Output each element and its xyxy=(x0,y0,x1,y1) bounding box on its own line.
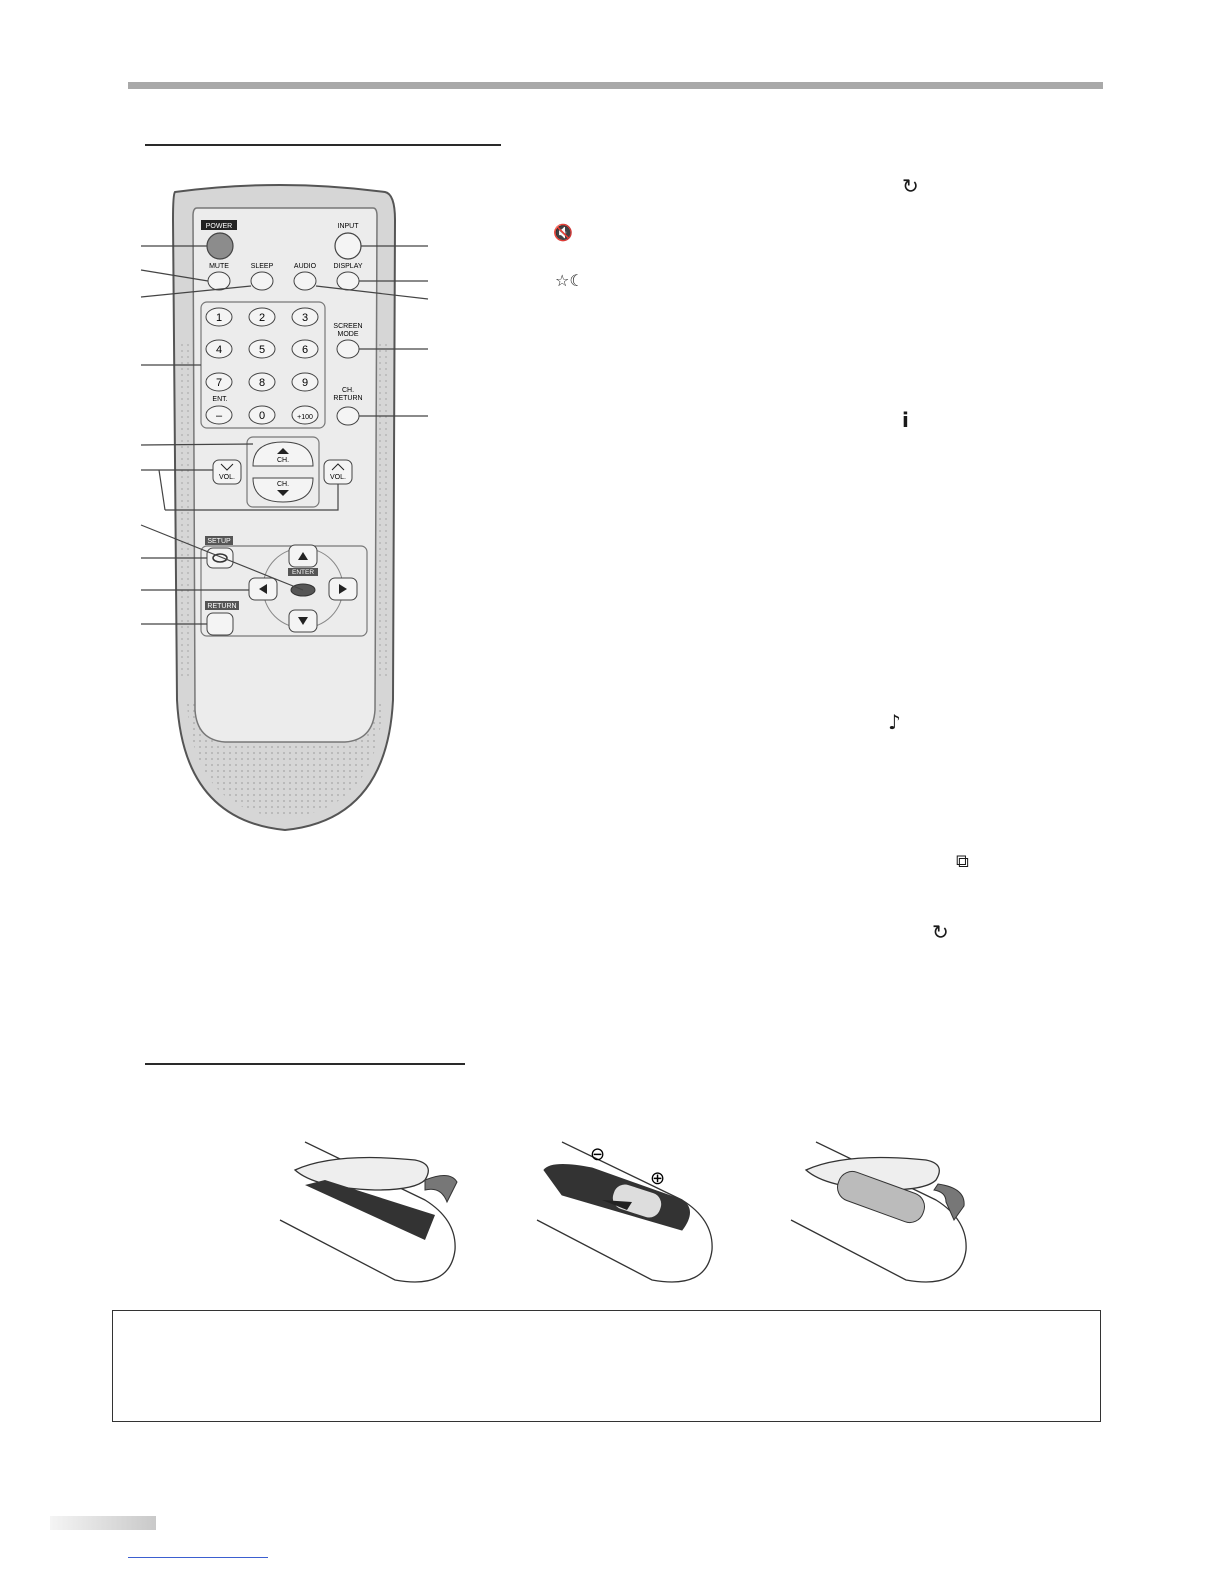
mute-button[interactable] xyxy=(208,272,230,290)
enter-label: ENTER xyxy=(291,569,315,576)
sleep-button[interactable] xyxy=(251,272,273,290)
display-icon: i xyxy=(902,408,909,432)
ch-return-label-1: CH. xyxy=(341,387,355,394)
remote-control-illustration xyxy=(125,180,435,840)
screen-mode-label-2: MODE xyxy=(337,331,359,338)
battery-step-1-illustration xyxy=(275,1140,465,1290)
keypad-button-label: 5 xyxy=(258,344,266,356)
display-label: DISPLAY xyxy=(333,263,363,270)
keypad-button-label: – xyxy=(215,410,223,422)
screen-mode-button[interactable] xyxy=(337,340,359,358)
ch-return-button[interactable] xyxy=(337,407,359,425)
ch-return-icon: ↻ xyxy=(932,920,949,944)
keypad-button-label: +100 xyxy=(297,414,313,421)
vol-up-label: VOL. xyxy=(330,474,346,481)
keypad-button-label: 6 xyxy=(301,344,309,356)
section-rule-remote xyxy=(145,144,501,146)
battery-minus-sign: ⊖ xyxy=(590,1144,606,1164)
ent-label: ENT. xyxy=(212,396,228,403)
header-bar xyxy=(128,82,1103,89)
setup-label: SETUP xyxy=(207,538,231,545)
keypad-button-label: 2 xyxy=(258,312,266,324)
mute-label: MUTE xyxy=(209,263,229,270)
power-label: POWER xyxy=(205,223,233,230)
audio-label: AUDIO xyxy=(293,263,317,270)
battery-plus-sign: ⊕ xyxy=(650,1168,666,1188)
section-rule-batteries xyxy=(145,1063,465,1065)
ch-return-label-2: RETURN xyxy=(333,395,363,402)
display-button[interactable] xyxy=(337,272,359,290)
setup-button[interactable] xyxy=(207,548,233,568)
input-label: INPUT xyxy=(337,223,359,230)
battery-step-3-illustration xyxy=(786,1140,976,1290)
note-box xyxy=(112,1310,1101,1422)
keypad-button-label: 4 xyxy=(215,344,223,356)
return-icon: ↻ xyxy=(902,174,919,198)
mute-icon: 🔇 xyxy=(553,223,573,242)
keypad-button-label: 1 xyxy=(215,312,223,324)
screen-mode-label-1: SCREEN xyxy=(333,323,363,330)
keypad-button-label: 3 xyxy=(301,312,309,324)
sleep-label: SLEEP xyxy=(250,263,274,270)
power-button[interactable] xyxy=(207,233,233,259)
input-button[interactable] xyxy=(335,233,361,259)
keypad-button-label: 8 xyxy=(258,377,266,389)
ch-up-label: CH. xyxy=(276,457,290,464)
vol-down-label: VOL. xyxy=(219,474,235,481)
sleep-icon: ☆☾ xyxy=(555,271,584,290)
ch-down-label: CH. xyxy=(276,481,290,488)
keypad-button-label: 9 xyxy=(301,377,309,389)
return-label: RETURN xyxy=(207,603,237,610)
keypad-button-label: 0 xyxy=(258,410,266,422)
bottom-link-underline xyxy=(128,1557,268,1558)
battery-step-2-illustration xyxy=(532,1140,722,1290)
audio-icon: ♪ xyxy=(888,710,901,734)
keypad-button-label: 7 xyxy=(215,377,223,389)
screen-mode-icon: ⧉ xyxy=(956,851,969,872)
page-number-tab xyxy=(50,1516,156,1530)
return-button[interactable] xyxy=(207,613,233,635)
audio-button[interactable] xyxy=(294,272,316,290)
